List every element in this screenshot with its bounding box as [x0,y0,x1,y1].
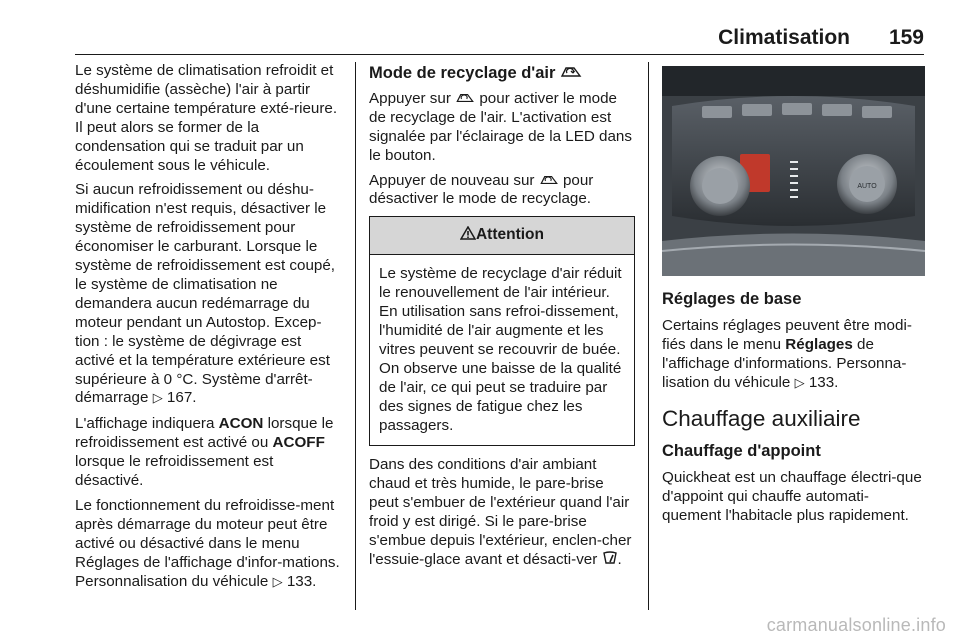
paragraph: Si aucun refroidissement ou déshu-midification n'est requis, désactiver le système de refroidissement pour économiser le carburant. Lorsque le système de refroidissement est coupé, le système de climatisation ne demandera aucun redémarrage du moteur pendant un Autostop. Excep-tion : le système de dégivrage est activé et la température extérieure est supérieure à 0 °C. Système d'arrêt-démarrage ▷ 167. [75,181,335,407]
column-middle [369,62,635,576]
page-header [0,26,960,54]
subsection-heading: Chauffage d'appoint [662,442,821,461]
column-right [662,62,925,532]
auto-label: AUTO [857,183,877,190]
paragraph: Le fonctionnement du refroidisse-ment après démarrage du moteur peut être activé ou désactivé dans le menu Réglages de l'affichage d'infor-mations. Personnalisation du véhicule ▷ 133. [75,496,340,590]
recirculation-icon [455,92,475,104]
header-rule [75,54,924,55]
recirculation-icon [539,174,559,186]
page-number: 159 [888,26,924,49]
paragraph: Certains réglages peuvent être modi-fiés dans le menu Réglages de l'affichage d'informations. Personna-lisation du véhicule ▷ 133. [662,316,912,391]
page-ref-arrow-icon: ▷ [794,375,805,391]
climate-control-photo [662,66,925,276]
section-heading: Réglages de base [662,290,802,308]
column-left [75,62,345,598]
menu-name: Réglages [785,335,853,353]
warning-text: Le système de recyclage d'air réduit le renouvellement de l'air intérieur. En utilisation sans refroi-dissement, l'humidité de l'air augmente et les vitres peuvent se recouvrir de buée. On observe une baisse de la qualité de l'air, ce qui peut se traduire par des signes de fatigue chez les passagers. [379,265,622,435]
chapter-title: Climatisation [718,26,850,49]
acon-label: ACON [218,415,264,433]
column-divider [648,62,649,610]
chapter-heading: Chauffage auxiliaire [662,405,861,431]
paragraph: L'affichage indiquera ACON lorsque le refroidissement est activé ou ACOFF lorsque le refroidissement est désactivé. [75,415,334,490]
warning-header: Attention [370,217,634,255]
watermark: carmanualsonline.info [766,615,946,635]
paragraph: Le système de climatisation refroidit et déshumidifie (assèche) l'air à partir d'une certaine température exté-rieure. Il peut alors se former de la condensation qui se traduit par un écoulement sous le véhicule. [75,62,338,174]
paragraph: Appuyer de nouveau sur pour désactiver le mode de recyclage. [369,171,594,208]
paragraph: Appuyer sur pour activer le mode de recyclage de l'air. L'activation est signalée par l'éclairage de la LED dans le bouton. [369,89,632,164]
page-ref-arrow-icon: ▷ [152,391,163,407]
warning-box [369,216,635,446]
warning-triangle-icon [460,226,476,240]
acoff-label: ACOFF [272,434,325,452]
page-ref-arrow-icon: ▷ [272,574,283,590]
paragraph: Dans des conditions d'air ambiant chaud et très humide, le pare-brise peut s'embuer de l'extérieur quand l'air froid y est dirigé. Si le pare-brise s'embue depuis l'extérieur, enclen-cher l'essuie-glace avant et désacti-ver . [369,456,632,568]
recirculation-icon [560,65,582,79]
wiper-icon [602,551,618,565]
paragraph: Quickheat est un chauffage électri-que d'appoint qui chauffe automati-quement l'habitacle plus rapidement. [662,469,922,525]
section-heading: Mode de recyclage d'air [369,64,635,83]
column-divider [355,62,356,610]
